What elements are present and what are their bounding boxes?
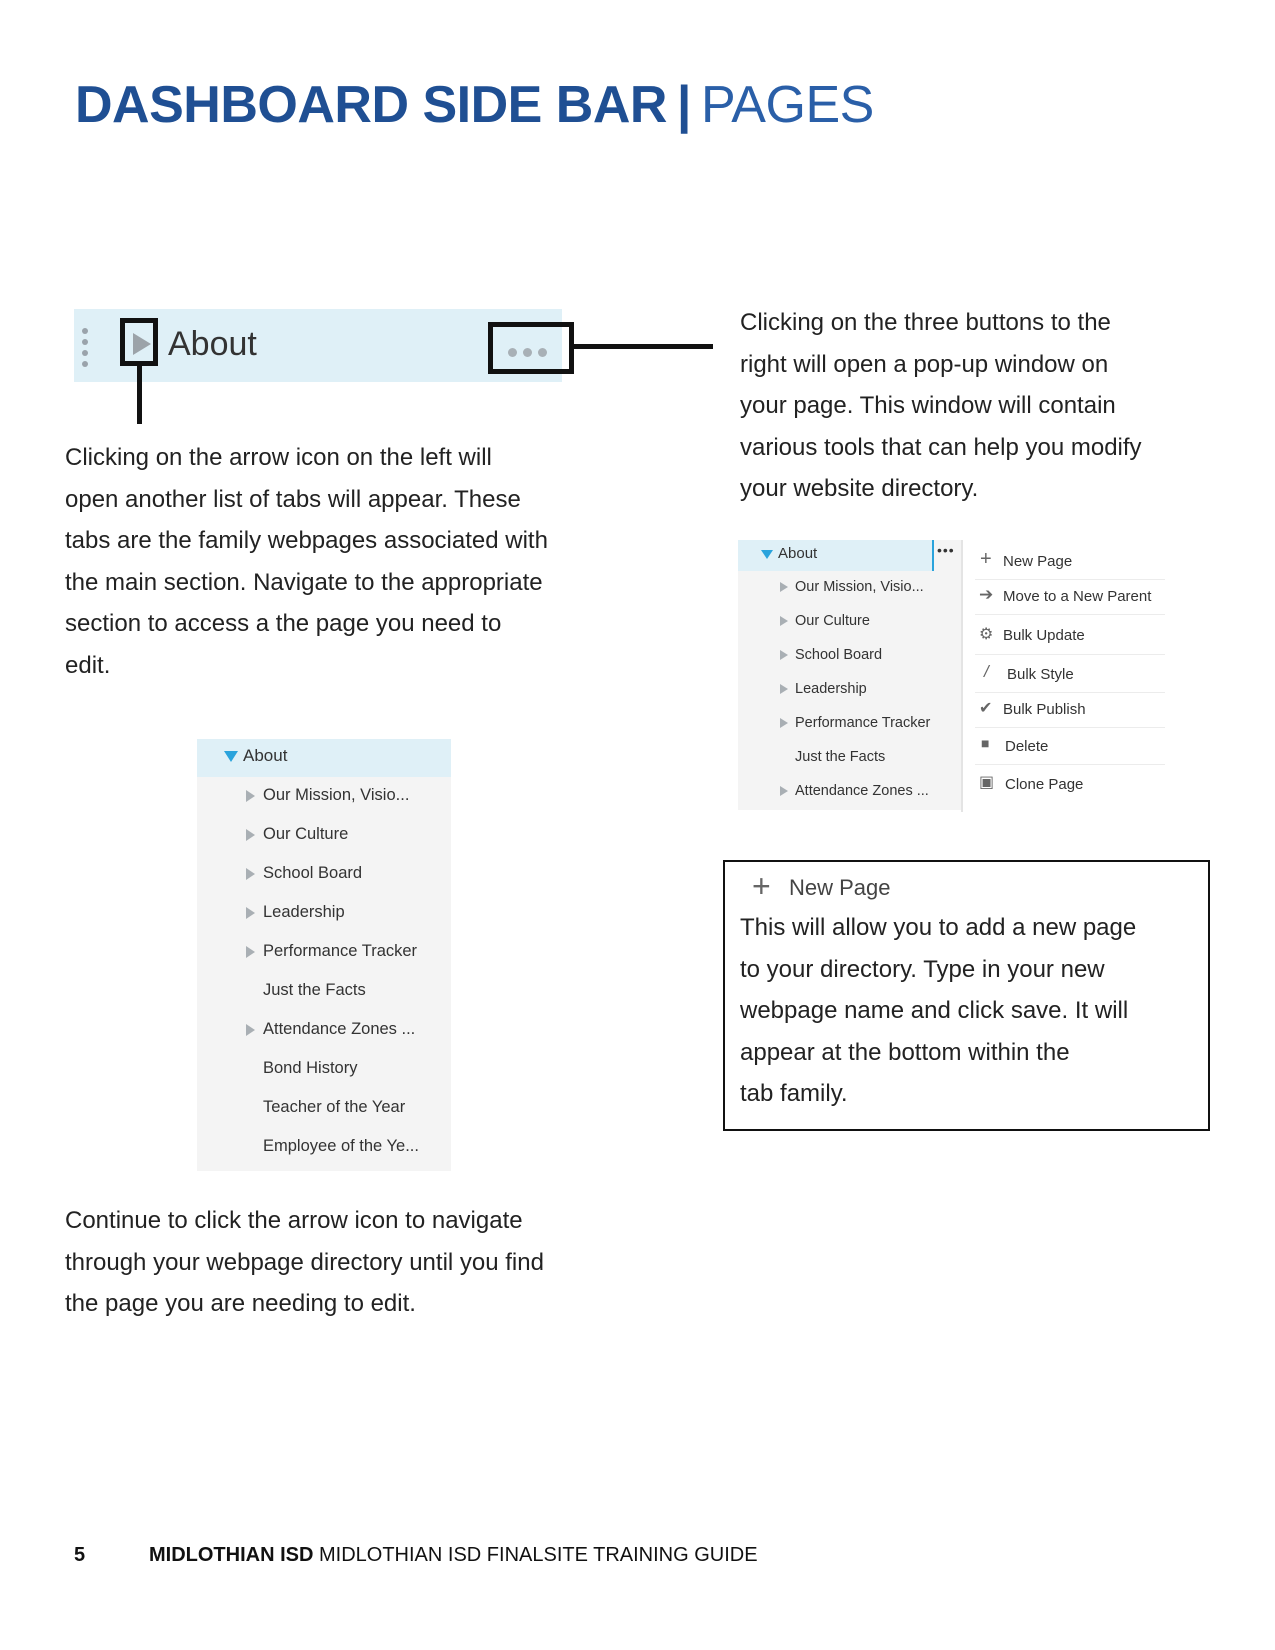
- small-more-icon[interactable]: •••: [937, 542, 955, 558]
- trash-icon: ■: [981, 735, 990, 751]
- large-tree-item[interactable]: Attendance Zones ...: [263, 1020, 416, 1038]
- large-tree-item[interactable]: Leadership: [263, 903, 345, 921]
- menu-divider: [975, 692, 1165, 693]
- menu-item-clone-page[interactable]: Clone Page: [1005, 776, 1084, 793]
- right-line: various tools that can help you modify: [740, 433, 1142, 461]
- large-tree-item[interactable]: Just the Facts: [263, 981, 366, 999]
- footer: [74, 1544, 758, 1567]
- expand-arrow-icon[interactable]: [780, 786, 788, 796]
- box-line: tab family.: [740, 1080, 848, 1107]
- new-page-description: [740, 907, 1200, 1115]
- right-line: your website directory.: [740, 475, 979, 502]
- popup-divider: [961, 540, 963, 812]
- new-page-heading: New Page: [789, 875, 891, 900]
- menu-item-move-to-new-parent[interactable]: Move to a New Parent: [1003, 588, 1152, 605]
- collapse-arrow-icon[interactable]: [761, 550, 773, 559]
- footer-guide: MIDLOTHIAN ISD FINALSITE TRAINING GUIDE: [319, 1544, 758, 1566]
- bottom-line: Continue to click the arrow icon to navigate: [65, 1207, 523, 1234]
- small-tree-item[interactable]: Just the Facts: [795, 749, 886, 765]
- small-tree-item[interactable]: Our Culture: [795, 613, 870, 629]
- expand-arrow-icon[interactable]: [246, 868, 255, 880]
- expand-arrow-icon[interactable]: [780, 718, 788, 728]
- box-line: appear at the bottom within the: [740, 1038, 1070, 1066]
- drag-handle-icon: [82, 328, 90, 372]
- left-line: section to access a the page you need to: [65, 610, 502, 637]
- small-tree-item[interactable]: Leadership: [795, 681, 867, 697]
- box-line: webpage name and click save. It will: [740, 997, 1129, 1024]
- bottom-line: the page you are needing to edit.: [65, 1290, 416, 1317]
- more-options-icon[interactable]: [508, 344, 553, 362]
- small-tree-item[interactable]: Attendance Zones ...: [795, 783, 929, 799]
- menu-item-bulk-update[interactable]: Bulk Update: [1003, 627, 1085, 644]
- large-tree-item[interactable]: Employee of the Ye...: [263, 1137, 419, 1155]
- title-light: PAGES: [700, 76, 874, 134]
- expand-arrow-icon[interactable]: [246, 790, 255, 802]
- left-line: Clicking on the arrow icon on the left will: [65, 444, 492, 471]
- expand-arrow-icon[interactable]: [780, 650, 788, 660]
- plus-icon: +: [980, 548, 992, 570]
- footer-org: MIDLOTHIAN ISD: [149, 1544, 314, 1566]
- menu-divider: [975, 614, 1165, 615]
- expand-arrow-icon[interactable]: [780, 582, 788, 592]
- collapse-arrow-icon[interactable]: [224, 751, 238, 762]
- large-tree-header-label: About: [243, 746, 288, 765]
- small-tree-item[interactable]: School Board: [795, 647, 883, 663]
- menu-item-delete[interactable]: Delete: [1005, 738, 1049, 755]
- left-line: open another list of tabs will appear. These: [65, 485, 521, 513]
- expand-arrow-icon[interactable]: [246, 907, 255, 919]
- expand-arrow-icon[interactable]: [246, 829, 255, 841]
- right-line: Clicking on the three buttons to the: [740, 309, 1111, 336]
- large-tree-item[interactable]: Bond History: [263, 1059, 358, 1077]
- large-tree-item[interactable]: Performance Tracker: [263, 942, 418, 960]
- small-tree-header-divider: [932, 540, 934, 571]
- small-tree-item[interactable]: Our Mission, Visio...: [795, 579, 924, 595]
- gears-icon: ⚙: [979, 626, 994, 643]
- large-tree-item[interactable]: Our Mission, Visio...: [263, 786, 410, 804]
- left-paragraph: [65, 437, 625, 686]
- menu-item-bulk-publish[interactable]: Bulk Publish: [1003, 701, 1086, 718]
- clone-icon: ▣: [979, 774, 995, 791]
- left-line: edit.: [65, 651, 111, 679]
- title-separator: |: [676, 76, 691, 134]
- callout-line-vertical: [137, 364, 142, 424]
- title-bold: DASHBOARD SIDE BAR: [75, 76, 667, 134]
- expand-arrow-icon[interactable]: [780, 616, 788, 626]
- bottom-line: through your webpage directory until you find: [65, 1248, 544, 1276]
- page-title: [75, 72, 874, 138]
- expand-arrow-icon[interactable]: [133, 333, 151, 355]
- large-tree-item[interactable]: Teacher of the Year: [263, 1098, 406, 1116]
- expand-arrow-icon[interactable]: [246, 946, 255, 958]
- small-tree-header-label: About: [778, 545, 818, 562]
- menu-divider: [975, 579, 1165, 580]
- large-tree-item[interactable]: Our Culture: [263, 825, 349, 843]
- expand-arrow-icon[interactable]: [246, 1024, 255, 1036]
- check-icon: ✔: [979, 700, 993, 717]
- plus-icon: +: [752, 868, 771, 904]
- bottom-paragraph: [65, 1200, 645, 1325]
- left-line: tabs are the family webpages associated with: [65, 527, 548, 554]
- box-line: to your directory. Type in your new: [740, 955, 1105, 983]
- right-line: your page. This window will contain: [740, 392, 1116, 419]
- brush-icon: /: [984, 662, 989, 681]
- page-number: 5: [74, 1544, 86, 1566]
- callout-line-horizontal: [573, 344, 713, 349]
- menu-item-bulk-style[interactable]: Bulk Style: [1007, 666, 1074, 683]
- expand-arrow-icon[interactable]: [780, 684, 788, 694]
- box-line: This will allow you to add a new page: [740, 914, 1137, 941]
- right-paragraph: [740, 302, 1250, 510]
- menu-divider: [975, 727, 1165, 728]
- strip-label: About: [168, 325, 257, 363]
- menu-item-new-page[interactable]: New Page: [1003, 553, 1073, 570]
- large-tree-item[interactable]: School Board: [263, 864, 363, 882]
- menu-divider: [975, 764, 1165, 765]
- right-line: right will open a pop-up window on: [740, 350, 1109, 378]
- left-line: the main section. Navigate to the appropriate: [65, 568, 543, 596]
- small-tree-item[interactable]: Performance Tracker: [795, 715, 931, 731]
- arrow-right-icon: ➔: [979, 585, 994, 604]
- menu-divider: [975, 654, 1165, 655]
